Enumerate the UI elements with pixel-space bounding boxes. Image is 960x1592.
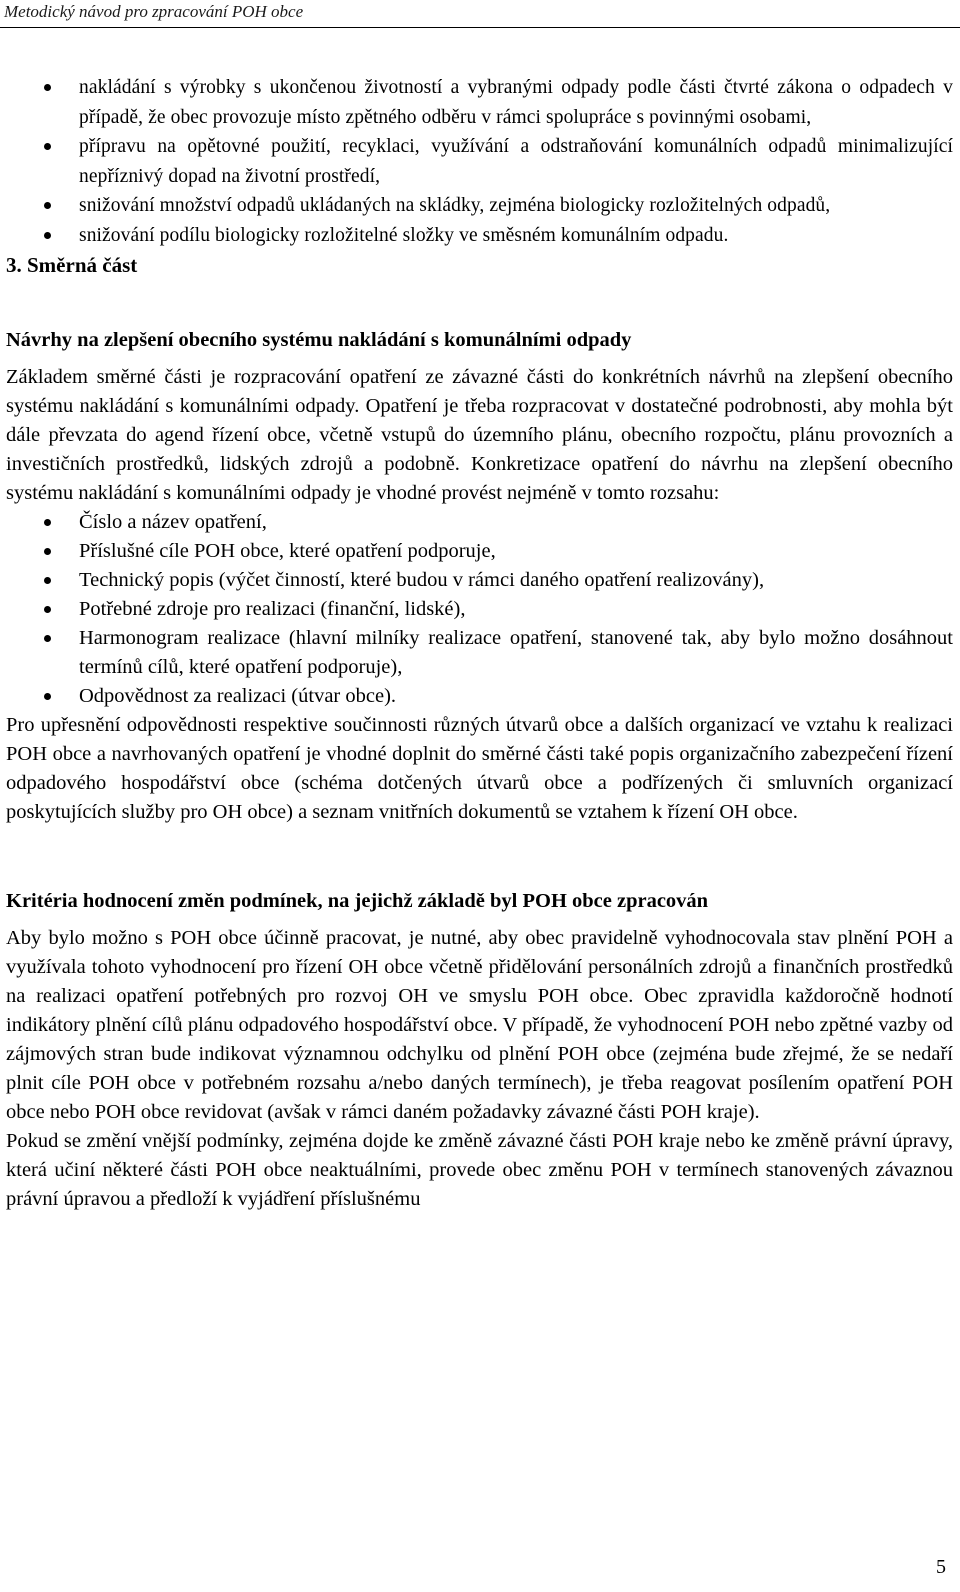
list-item: snižování množství odpadů ukládaných na skládky, zejména biologicky rozložitelných odpadů, bbox=[6, 191, 953, 221]
subheading-proposals: Návrhy na zlepšení obecního systému nakládání s komunálními odpady bbox=[6, 329, 632, 351]
list-item: Odpovědnost za realizaci (útvar obce). bbox=[6, 682, 953, 711]
list-item: Harmonogram realizace (hlavní milníky realizace opatření, stanovené tak, aby bylo možno dosáhnout termínů cílů, které opatření podporuje), bbox=[6, 624, 953, 682]
page-number: 5 bbox=[936, 1556, 946, 1578]
list-item: přípravu na opětovné použití, recyklaci, využívání a odstraňování komunálních odpadů minimalizující nepříznivý dopad na životní prostředí, bbox=[6, 132, 953, 191]
measure-bullet-list bbox=[6, 508, 953, 711]
list-item: Potřebné zdroje pro realizaci (finanční, lidské), bbox=[6, 595, 953, 624]
paragraph: Pro upřesnění odpovědnosti respektive součinnosti různých útvarů obce a dalších organizací ve vztahu k realizaci POH obce a navrhovaných opatření je vhodné doplnit do směrné části také popis organizačního zabezpečení řízení odpadového hospodářství obce (schéma dotčených útvarů obce a podřízených či smluvních organizací poskytujících služby pro OH obce) a seznam vnitřních dokumentů se vztahem k řízení OH obce. bbox=[6, 714, 953, 823]
subheading-criteria: Kritéria hodnocení změn podmínek, na jejichž základě byl POH obce zpracován bbox=[6, 890, 709, 912]
list-item: Číslo a název opatření, bbox=[6, 508, 953, 537]
intro-bullet-list bbox=[6, 73, 953, 250]
page-content bbox=[6, 73, 953, 1214]
list-item: Příslušné cíle POH obce, které opatření podporuje, bbox=[6, 537, 953, 566]
paragraph: Pokud se změní vnější podmínky, zejména dojde ke změně závazné části POH kraje nebo ke změně právní úpravy, která učiní některé části POH obce neaktuálními, provede obec změnu POH v termínech stanovených závaznou právní úpravou a předloží k vyjádření příslušnému bbox=[6, 1130, 953, 1210]
paragraph: Základem směrné části je rozpracování opatření ze závazné části do konkrétních návrhů na zlepšení obecního systému nakládání s komunálními odpady. Opatření je třeba rozpracovat v dostatečné podrobnosti, aby mohla být dále převzata do agend řízení obce, včetně vstupů do územního plánu, obecního rozpočtu, plánu provozních a investičních prostředků, lidských zdrojů a podobně. Konkretizace opatření do návrhu na zlepšení obecního systému nakládání s komunálními odpady je vhodné provést nejméně v tomto rozsahu: bbox=[6, 366, 953, 504]
section-title: 3. Směrná část bbox=[6, 253, 138, 277]
list-item: nakládání s výrobky s ukončenou životností a vybranými odpady podle části čtvrté zákona o odpadech v případě, že obec provozuje místo zpětného odběru v rámci spolupráce s povinnými osobami, bbox=[6, 73, 953, 132]
running-header: Metodický návod pro zpracování POH obce bbox=[4, 2, 304, 21]
paragraph: Aby bylo možno s POH obce účinně pracovat, je nutné, aby obec pravidelně vyhodnocovala stav plnění POH a využívala tohoto vyhodnocení pro řízení OH obce včetně přidělování personálních zdrojů a finančních prostředků na realizaci opatření potřebných pro rozvoj OH ve smyslu POH obce. Obec zpravidla každoročně hodnotí indikátory plnění cílů plánu odpadového hospodářství obce. V případě, že vyhodnocení POH nebo zpětné vazby od zájmových stran bude indikovat významnou odchylku od plnění POH obce (zejména bude zřejmé, že se nedaří plnit cíle POH obce v potřebném rozsahu a/nebo daných termínech), je třeba reagovat posílením opatření POH obce nebo POH obce revidovat (avšak v rámci daném požadavky závazné části POH kraje). bbox=[6, 927, 953, 1123]
list-item: Technický popis (výčet činností, které budou v rámci daného opatření realizovány), bbox=[6, 566, 953, 595]
list-item: snižování podílu biologicky rozložitelné složky ve směsném komunálním odpadu. bbox=[6, 221, 953, 251]
header-rule bbox=[0, 27, 960, 28]
